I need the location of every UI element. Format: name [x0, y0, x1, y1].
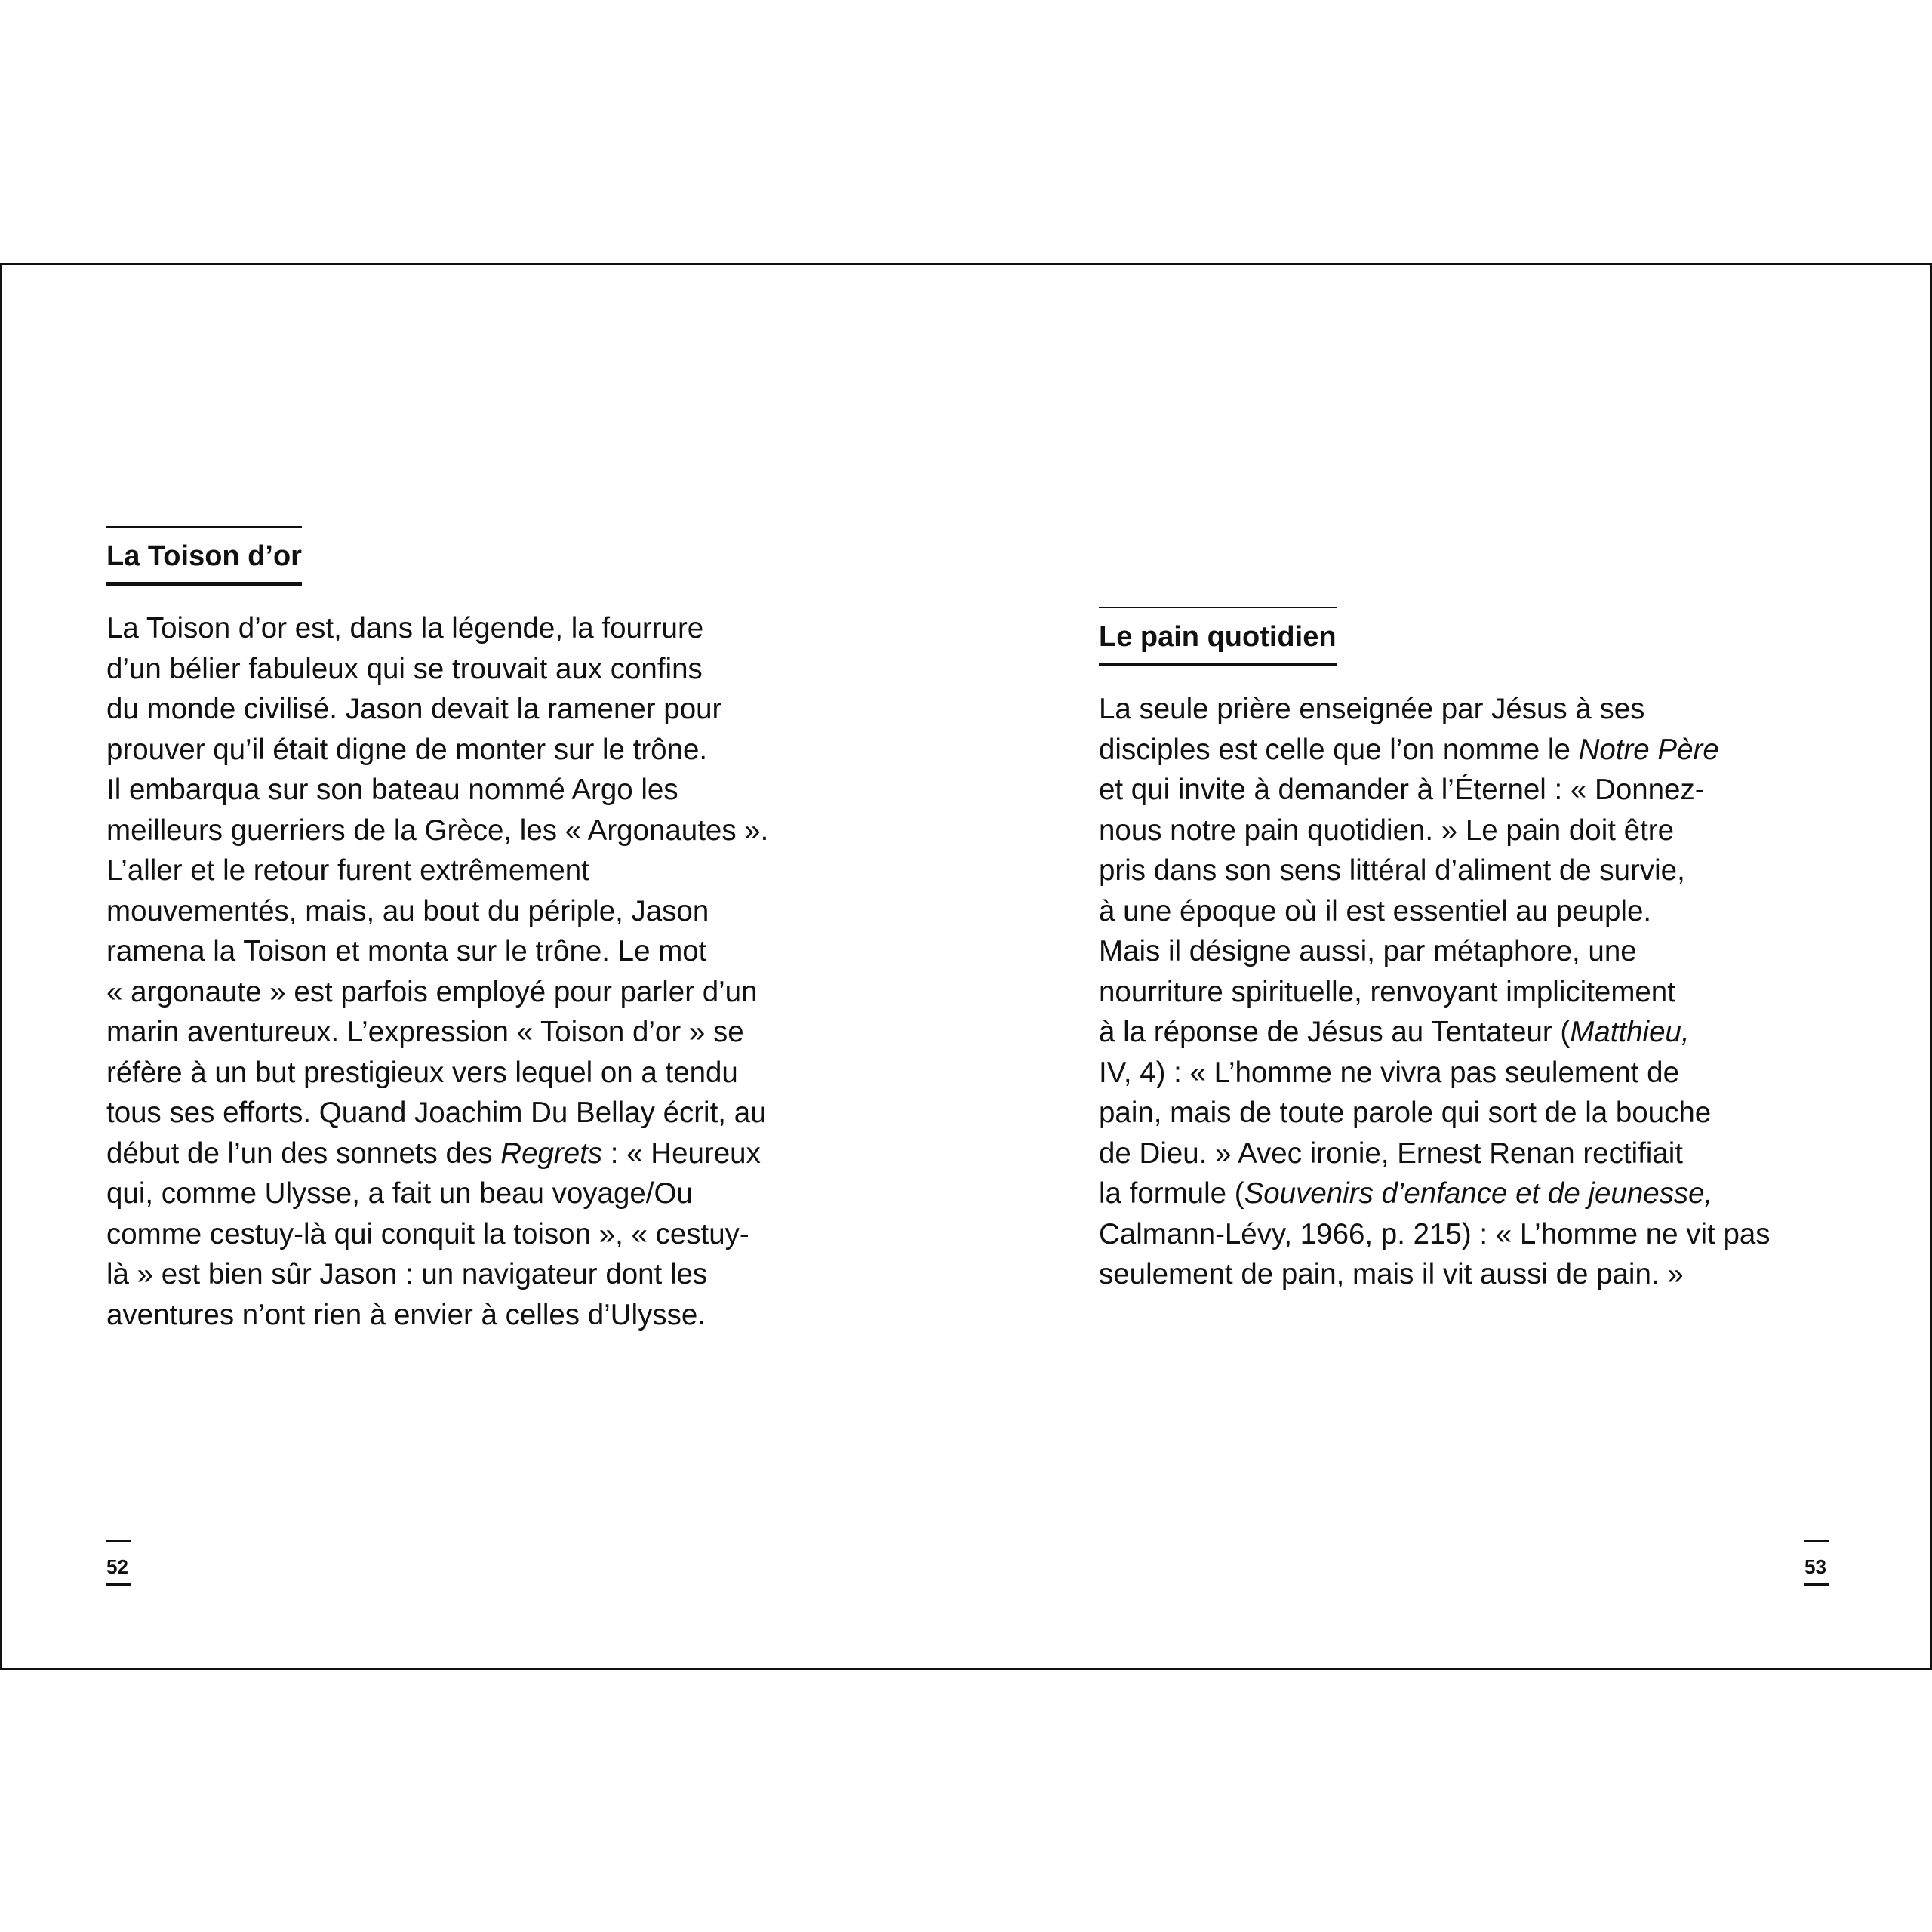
text-line [1099, 1012, 1823, 1053]
text-line: Il embarqua sur son bateau nommé Argo les [106, 774, 678, 806]
text-line: Mais il désigne aussi, par métaphore, une [1099, 935, 1637, 968]
text-line: L’aller et le retour furent extrêmement [106, 854, 589, 887]
text-line: ramena la Toison et monta sur le trône. Le mot [106, 935, 707, 968]
folio-rule [106, 1540, 131, 1542]
heading-rule [106, 526, 302, 586]
italic-title-regrets: Regrets [500, 1137, 603, 1170]
text-line [106, 1134, 831, 1174]
page-number-right [1804, 1540, 1829, 1586]
italic-title-notre-pere: Notre Père [1578, 733, 1719, 766]
text-line: pain, mais de toute parole qui sort de la bouche [1099, 1097, 1712, 1129]
text-line: à une époque où il est essentiel au peuple. [1099, 894, 1652, 928]
text-line: seulement de pain, mais il vit aussi de pain. » [1099, 1258, 1684, 1291]
text-line: La Toison d’or est, dans la légende, la fourrure [106, 612, 704, 645]
folio-underline [106, 1583, 131, 1586]
text-line: Calmann-Lévy, 1966, p. 215) : « L’homme ne vit pas [1099, 1217, 1770, 1251]
pain-paragraph [1099, 689, 1823, 1295]
text-line: aventures n’ont rien à envier à celles d’Ulysse. [106, 1298, 706, 1331]
text-line: pris dans son sens littéral d’aliment de survie, [1099, 854, 1685, 887]
text-line: IV, 4) : « L’homme ne vivra pas seulement de [1099, 1056, 1680, 1089]
page-number: 52 [106, 1555, 128, 1578]
pain-section [1099, 607, 1823, 1295]
text-run: la formule ( [1099, 1177, 1244, 1210]
text-run: à la réponse de Jésus au Tentateur ( [1099, 1016, 1571, 1048]
italic-title-souvenirs: Souvenirs d’enfance et de jeunesse, [1244, 1177, 1713, 1210]
page-number: 53 [1804, 1555, 1826, 1578]
text-line: marin aventureux. L’expression « Toison d’or » se [106, 1016, 744, 1048]
text-line: qui, comme Ulysse, a fait un beau voyage/Ou [106, 1177, 693, 1210]
heading-rule [1099, 607, 1337, 666]
toison-section [106, 526, 831, 1335]
section-heading-pain: Le pain quotidien [1099, 621, 1337, 653]
text-line: « argonaute » est parfois employé pour parler d’un [106, 975, 758, 1008]
section-heading-toison: La Toison d’or [106, 540, 302, 572]
text-line: La seule prière enseignée par Jésus à ses [1099, 693, 1645, 725]
text-line: mouvementés, mais, au bout du périple, Jason [106, 894, 709, 928]
text-run: : « Heureux [602, 1137, 761, 1170]
text-line: prouver qu’il était digne de monter sur le trône. [106, 733, 708, 766]
right-page [966, 265, 1930, 1668]
book-spread [0, 263, 1932, 1670]
text-line: du monde civilisé. Jason devait la ramener pour [106, 693, 722, 725]
text-line: tous ses efforts. Quand Joachim Du Bellay écrit, au [106, 1097, 767, 1129]
text-run: disciples est celle que l’on nomme le [1099, 733, 1579, 766]
text-line: réfère à un but prestigieux vers lequel on a tendu [106, 1056, 738, 1089]
page-number-left [106, 1540, 131, 1586]
text-line: comme cestuy-là qui conquit la toison », « cestuy- [106, 1217, 749, 1251]
folio-underline [1804, 1583, 1829, 1586]
text-line: meilleurs guerriers de la Grèce, les « Argonautes ». [106, 814, 769, 847]
text-line: d’un bélier fabuleux qui se trouvait aux confins [106, 652, 703, 685]
text-run: début de l’un des sonnets des [106, 1137, 501, 1170]
italic-title-matthieu: Matthieu, [1570, 1016, 1690, 1048]
text-line: nous notre pain quotidien. » Le pain doit être [1099, 814, 1675, 847]
text-line: là » est bien sûr Jason : un navigateur dont les [106, 1258, 708, 1291]
text-line [1099, 1174, 1823, 1214]
left-page [2, 265, 966, 1668]
text-line [1099, 730, 1823, 771]
toison-paragraph [106, 608, 831, 1335]
folio-rule [1804, 1540, 1829, 1542]
text-line: nourriture spirituelle, renvoyant implicitement [1099, 975, 1675, 1008]
text-line: et qui invite à demander à l’Éternel : « Donnez- [1099, 774, 1705, 806]
text-line: de Dieu. » Avec ironie, Ernest Renan rectifiait [1099, 1137, 1683, 1170]
